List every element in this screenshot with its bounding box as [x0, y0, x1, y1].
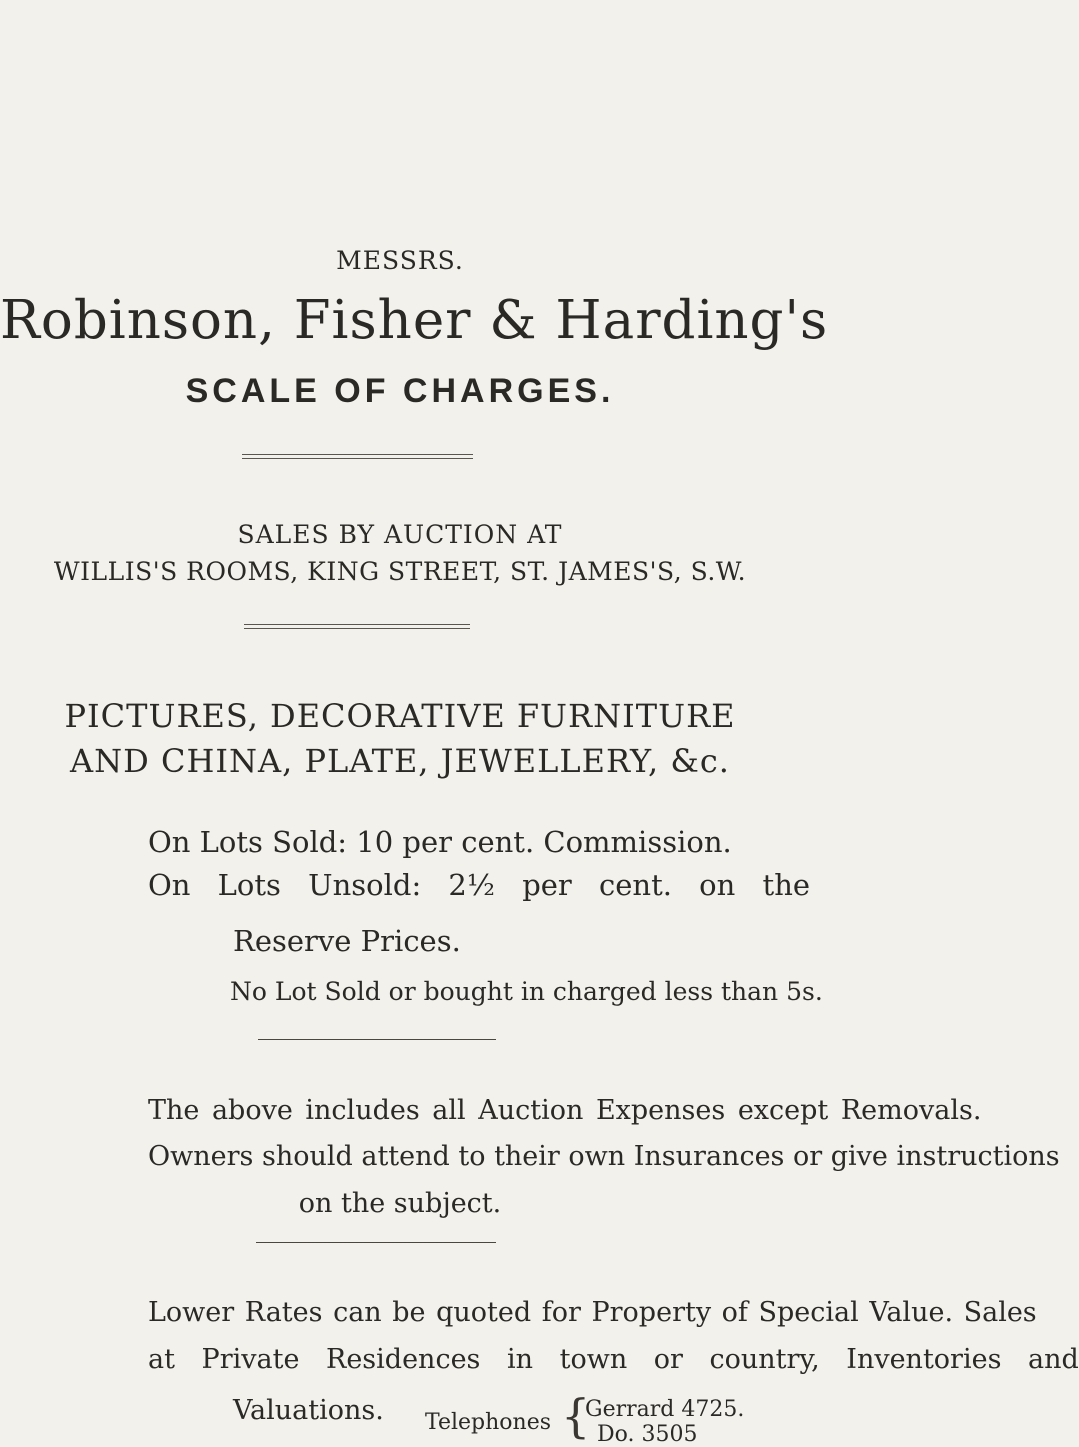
scale-of-charges-title: SCALE OF CHARGES.: [185, 372, 615, 410]
divider-after-minimum: [258, 1039, 496, 1040]
auction-venue: WILLIS'S ROOMS, KING STREET, ST. JAMES'S, S.W.: [53, 557, 747, 586]
commission-sold: On Lots Sold: 10 per cent. Commission.: [148, 825, 732, 859]
expenses-line-1: The above includes all Auction Expenses except Removals.: [148, 1095, 982, 1126]
categories-line-1: PICTURES, DECORATIVE FURNITURE: [64, 697, 736, 735]
minimum-charge: No Lot Sold or bought in charged less than 5s.: [230, 977, 823, 1006]
commission-unsold: On Lots Unsold: 2½ per cent. on the: [148, 868, 811, 902]
firm-name: Robinson, Fisher & Harding's: [0, 290, 829, 351]
telephones-label: Telephones: [425, 1410, 552, 1435]
divider-top: [242, 454, 473, 459]
telephones-brace: {: [561, 1389, 591, 1443]
divider-after-expenses: [256, 1242, 496, 1243]
messrs-heading: MESSRS.: [336, 246, 464, 275]
telephone-number-1: Gerrard 4725.: [585, 1397, 745, 1422]
sales-by-auction-heading: SALES BY AUCTION AT: [237, 520, 563, 549]
telephone-number-2: Do. 3505: [597, 1422, 698, 1447]
divider-middle: [244, 624, 470, 629]
lower-rates-line-2: at Private Residences in town or country, Inventories and: [148, 1344, 1079, 1375]
lower-rates-line-1: Lower Rates can be quoted for Property of Special Value. Sales: [148, 1297, 1037, 1328]
categories-line-2: AND CHINA, PLATE, JEWELLERY, &c.: [70, 742, 730, 780]
expenses-line-2: Owners should attend to their own Insurances or give instructions: [148, 1141, 1060, 1172]
commission-reserve: Reserve Prices.: [233, 924, 461, 958]
expenses-line-3: on the subject.: [298, 1188, 502, 1219]
lower-rates-line-3: Valuations.: [233, 1395, 384, 1426]
